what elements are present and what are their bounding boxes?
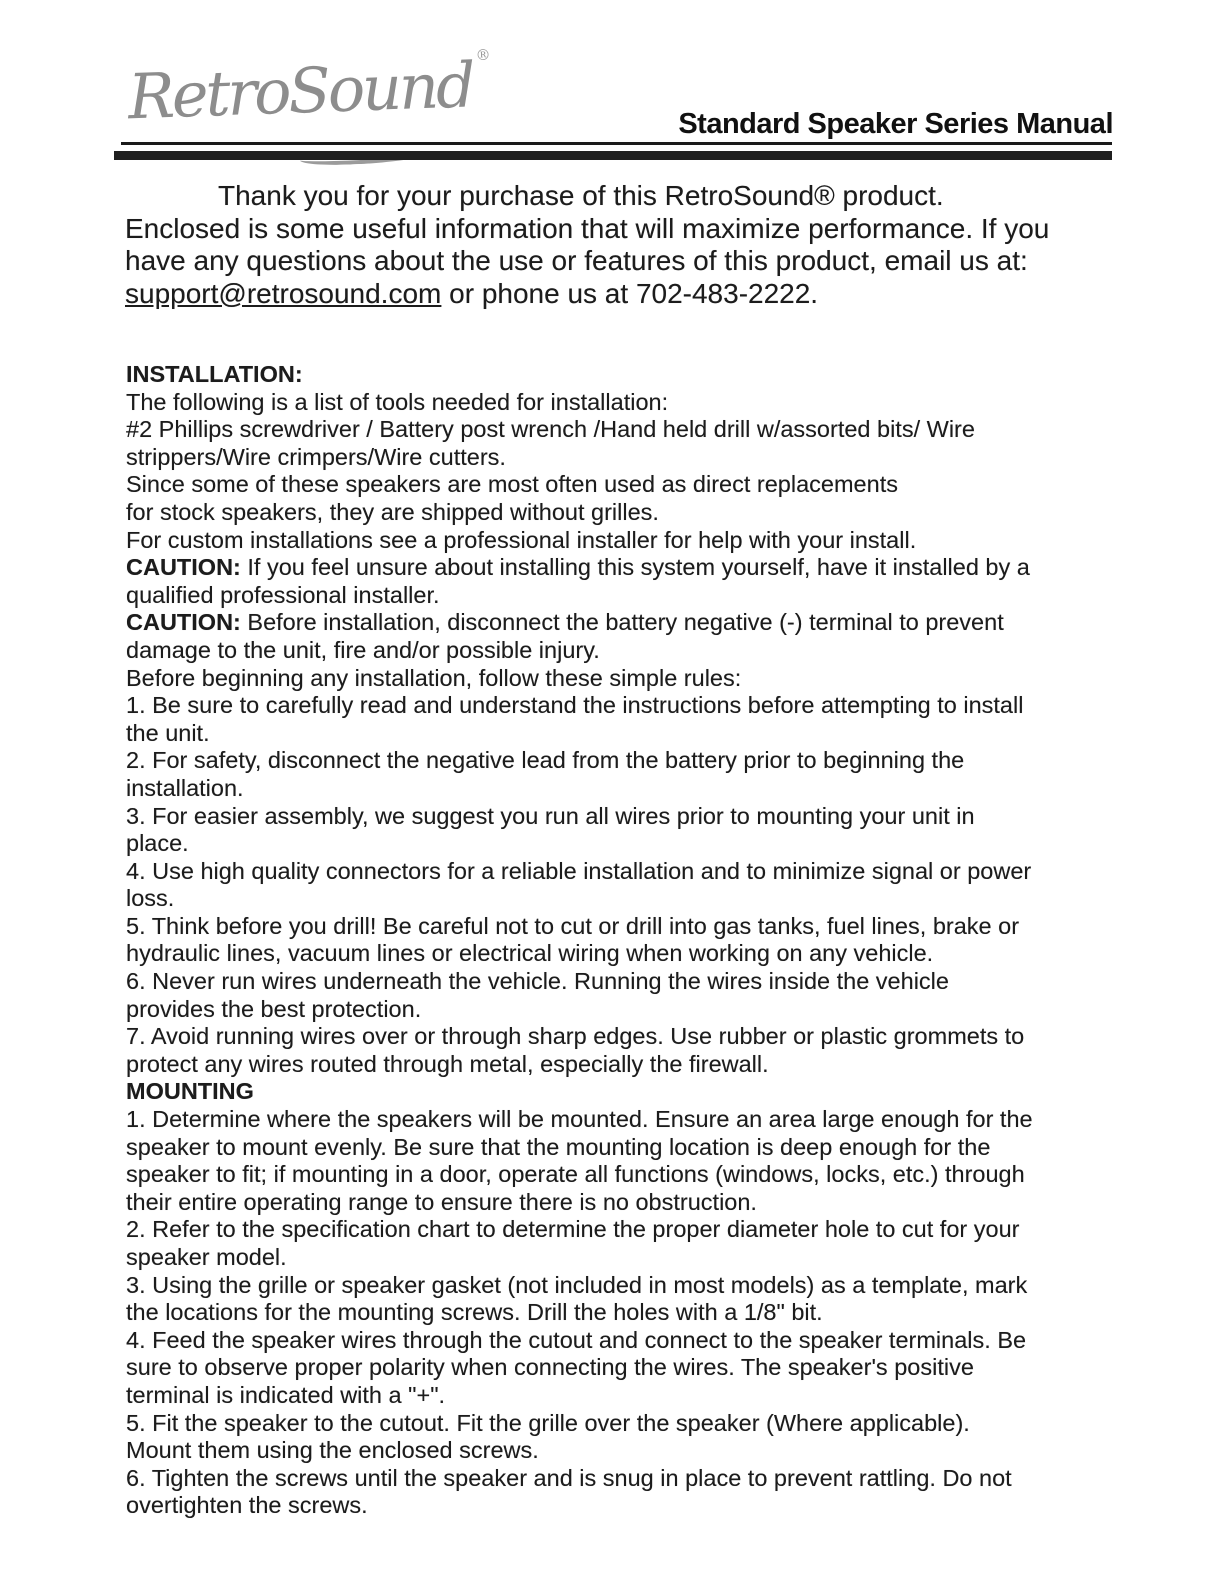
body-line: 5. Fit the speaker to the cutout. Fit the grille over the speaker (Where applicable). bbox=[126, 1409, 970, 1436]
intro-paragraph bbox=[125, 180, 1095, 310]
body-line: 1. Be sure to carefully read and understand the instructions before attempting to install bbox=[126, 692, 1024, 719]
body-line: 6. Never run wires underneath the vehicle. Running the wires inside the vehicle bbox=[126, 968, 949, 995]
body-line: Since some of these speakers are most often used as direct replacements bbox=[126, 471, 898, 498]
body-line: overtighten the screws. bbox=[126, 1492, 368, 1519]
registered-trademark-symbol: ® bbox=[475, 45, 491, 65]
body-line: speaker model. bbox=[126, 1244, 287, 1270]
body-line: protect any wires routed through metal, especially the firewall. bbox=[126, 1050, 769, 1077]
body-line: 2. For safety, disconnect the negative lead from the battery prior to beginning the bbox=[126, 747, 965, 774]
support-email-text: support@retrosound.com bbox=[125, 277, 442, 309]
body-line: 3. For easier assembly, we suggest you run all wires prior to mounting your unit in bbox=[126, 802, 975, 829]
intro-line: Enclosed is some useful information that will maximize performance. If you bbox=[125, 212, 1050, 244]
body-line: installation. bbox=[126, 774, 244, 801]
body-line: provides the best protection. bbox=[126, 995, 422, 1022]
body-line: Mount them using the enclosed screws. bbox=[126, 1437, 539, 1464]
body-line: 3. Using the grille or speaker gasket (not included in most models) as a template, mark bbox=[126, 1271, 1028, 1298]
body-line: 6. Tighten the screws until the speaker and is snug in place to prevent rattling. Do not bbox=[126, 1464, 1012, 1491]
intro-line: have any questions about the use or features of this product, email us at: bbox=[125, 245, 1028, 276]
body-line: strippers/Wire crimpers/Wire cutters. bbox=[126, 443, 506, 470]
body-line: 4. Use high quality connectors for a reliable installation and to minimize signal or power bbox=[126, 857, 1032, 884]
header-rule-thick bbox=[114, 151, 1112, 160]
body-line: their entire operating range to ensure there is no obstruction. bbox=[126, 1188, 757, 1215]
body-line: speaker to mount evenly. Be sure that the mounting location is deep enough for the bbox=[126, 1133, 991, 1160]
intro-line: Thank you for your purchase of this RetroSound® product. bbox=[218, 180, 944, 211]
body-line: for stock speakers, they are shipped without grilles. bbox=[126, 498, 659, 525]
caution-label: CAUTION: bbox=[126, 554, 241, 581]
body-line: Before beginning any installation, follow these simple rules: bbox=[126, 664, 742, 691]
retrosound-logo bbox=[127, 46, 493, 134]
header-rule-thin bbox=[121, 142, 1112, 145]
body-line: 7. Avoid running wires over or through sharp edges. Use rubber or plastic grommets to bbox=[126, 1023, 1025, 1050]
body-line: 2. Refer to the specification chart to determine the proper diameter hole to cut for your bbox=[126, 1216, 1020, 1243]
body-line: CAUTION: If you feel unsure about installing this system yourself, have it installed by a bbox=[126, 554, 1030, 581]
body-line: 5. Think before you drill! Be careful not to cut or drill into gas tanks, fuel lines, brake or bbox=[126, 912, 1020, 939]
section-heading: INSTALLATION: bbox=[126, 361, 303, 387]
manual-title: Standard Speaker Series Manual bbox=[678, 108, 1113, 140]
body-line: 4. Feed the speaker wires through the cutout and connect to the speaker terminals. Be bbox=[126, 1326, 1027, 1353]
body-line: 1. Determine where the speakers will be mounted. Ensure an area large enough for the bbox=[126, 1106, 1033, 1133]
body-line: hydraulic lines, vacuum lines or electrical wiring when working on any vehicle. bbox=[126, 940, 934, 967]
body-line: #2 Phillips screwdriver / Battery post wrench /Hand held drill w/assorted bits/ Wire bbox=[126, 416, 975, 443]
body-line: the locations for the mounting screws. Drill the holes with a 1/8" bit. bbox=[126, 1299, 823, 1326]
body-line: CAUTION: Before installation, disconnect the battery negative (-) terminal to prevent bbox=[126, 609, 1004, 636]
section-heading: MOUNTING bbox=[126, 1078, 254, 1105]
instructions bbox=[126, 361, 1094, 1520]
body-line: loss. bbox=[126, 885, 175, 912]
body-line: the unit. bbox=[126, 719, 210, 746]
phone-text: or phone us at 702-483-2222. bbox=[441, 277, 819, 309]
body-line: damage to the unit, fire and/or possible injury. bbox=[126, 636, 600, 663]
body-line: place. bbox=[126, 830, 189, 857]
caution-label: CAUTION: bbox=[126, 609, 241, 636]
body-line: sure to observe proper polarity when connecting the wires. The speaker's positive bbox=[126, 1354, 974, 1381]
logo-text: RetroSound bbox=[126, 48, 474, 134]
body-line: speaker to fit; if mounting in a door, operate all functions (windows, locks, etc.) through bbox=[126, 1161, 1025, 1188]
body-line: qualified professional installer. bbox=[126, 581, 440, 608]
body-line: terminal is indicated with a "+". bbox=[126, 1381, 446, 1408]
body-line: For custom installations see a professional installer for help with your install. bbox=[126, 526, 917, 553]
body-line: The following is a list of tools needed for installation: bbox=[126, 388, 669, 415]
intro-line bbox=[125, 278, 1095, 311]
